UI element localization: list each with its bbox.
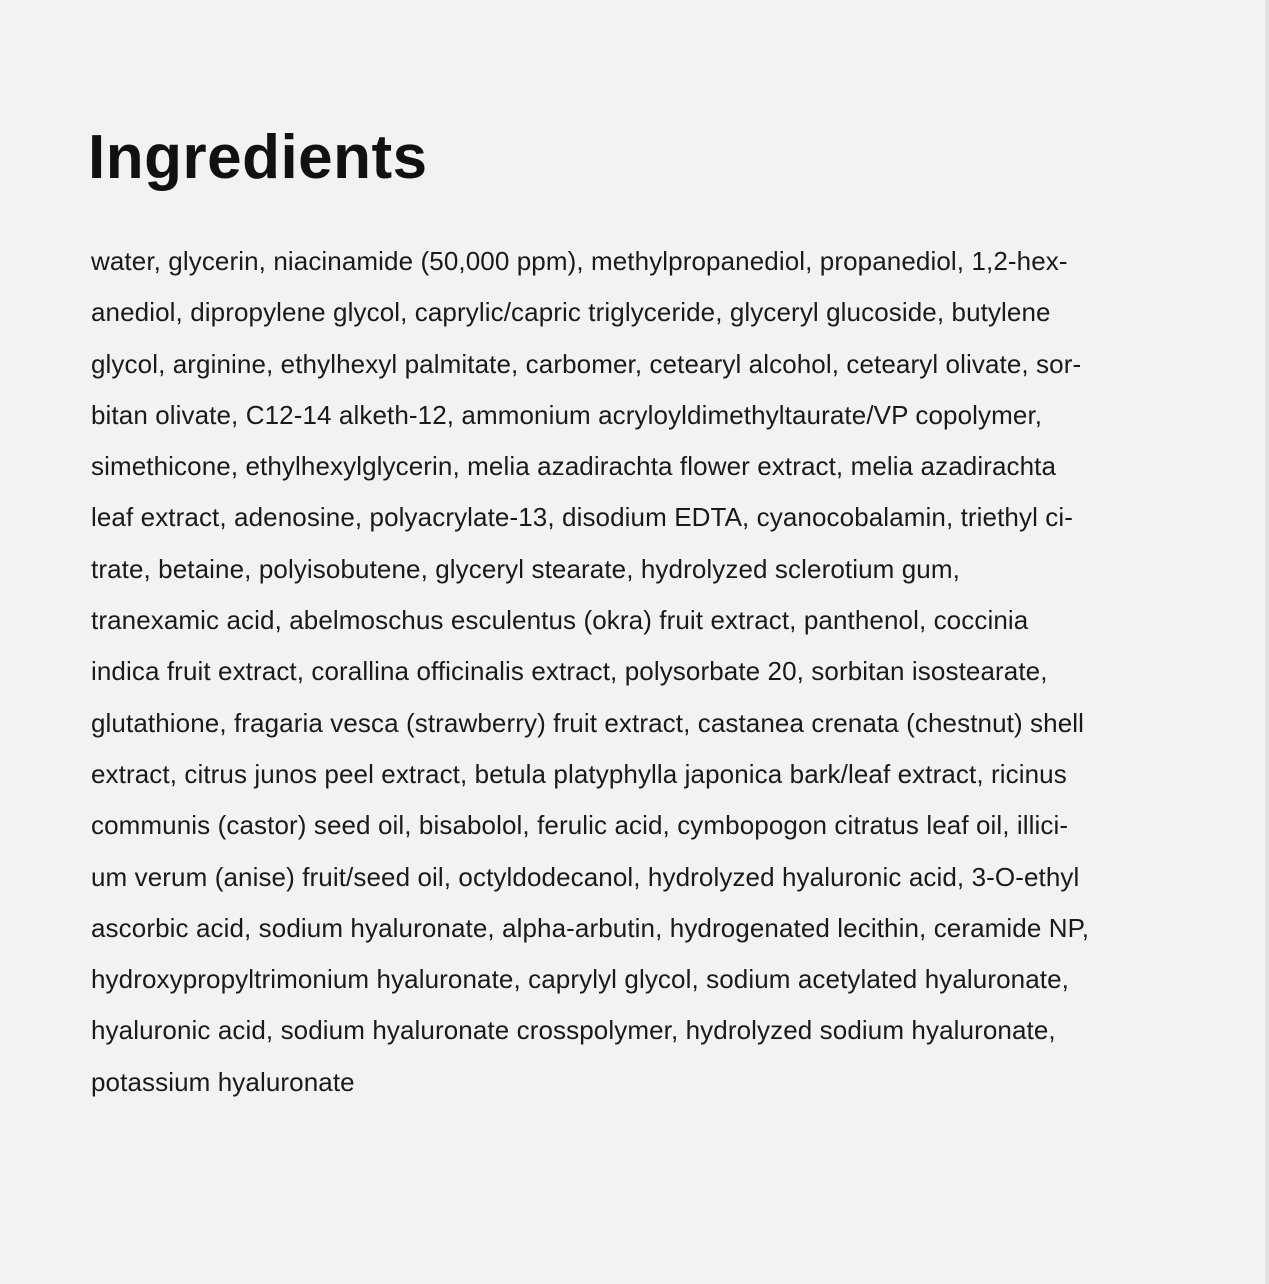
ingredient-line: ascorbic acid, sodium hyaluronate, alpha-arbutin, hydrogenated lecithin, ceramide NP, bbox=[91, 912, 1090, 943]
ingredient-line: communis (castor) seed oil, bisabolol, ferulic acid, cymbopogon citratus leaf oil, illici- bbox=[91, 810, 1069, 841]
ingredient-line: um verum (anise) fruit/seed oil, octyldodecanol, hydrolyzed hyaluronic acid, 3-O-ethyl bbox=[91, 861, 1080, 892]
ingredients-section bbox=[88, 118, 1218, 1097]
ingredient-line: glycol, arginine, ethylhexyl palmitate, carbomer, cetearyl alcohol, cetearyl olivate, sor- bbox=[91, 348, 1082, 379]
ingredient-line: potassium hyaluronate bbox=[91, 1066, 355, 1097]
ingredient-line: trate, betaine, polyisobutene, glyceryl stearate, hydrolyzed sclerotium gum, bbox=[91, 553, 960, 584]
page-right-edge bbox=[1265, 0, 1269, 1284]
ingredient-line: indica fruit extract, corallina officinalis extract, polysorbate 20, sorbitan isostearate, bbox=[91, 656, 1048, 687]
ingredients-list bbox=[91, 236, 1221, 1108]
ingredient-line: extract, citrus junos peel extract, betula platyphylla japonica bark/leaf extract, ricinus bbox=[91, 758, 1067, 789]
ingredient-line: glutathione, fragaria vesca (strawberry) fruit extract, castanea crenata (chestnut) shell bbox=[91, 707, 1085, 738]
ingredient-line: tranexamic acid, abelmoschus esculentus (okra) fruit extract, panthenol, coccinia bbox=[91, 605, 1029, 636]
ingredient-line: simethicone, ethylhexylglycerin, melia azadirachta flower extract, melia azadirachta bbox=[91, 451, 1057, 482]
page-title: Ingredients bbox=[88, 123, 428, 192]
ingredient-line: water, glycerin, niacinamide (50,000 ppm), methylpropanediol, propanediol, 1,2-hex- bbox=[91, 246, 1068, 276]
ingredient-line: bitan olivate, C12-14 alketh-12, ammonium acryloyldimethyltaurate/VP copolymer, bbox=[91, 399, 1043, 430]
ingredient-line: anediol, dipropylene glycol, caprylic/capric triglyceride, glyceryl glucoside, butylene bbox=[91, 297, 1051, 328]
ingredient-line: leaf extract, adenosine, polyacrylate-13, disodium EDTA, cyanocobalamin, triethyl ci- bbox=[91, 502, 1074, 533]
ingredient-line: hydroxypropyltrimonium hyaluronate, caprylyl glycol, sodium acetylated hyaluronate, bbox=[91, 964, 1069, 995]
ingredient-line: hyaluronic acid, sodium hyaluronate crosspolymer, hydrolyzed sodium hyaluronate, bbox=[91, 1015, 1056, 1046]
